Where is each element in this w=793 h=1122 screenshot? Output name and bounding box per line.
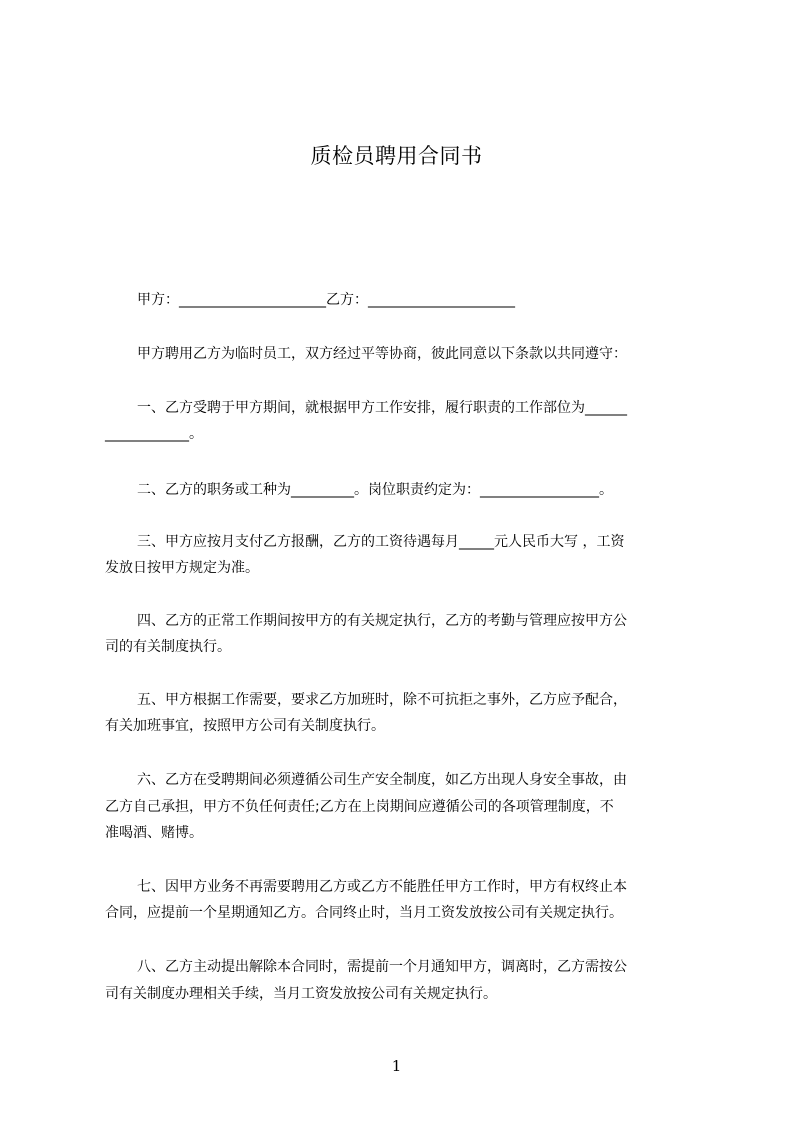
clause-4-line-1: 四、乙方的正常工作期间按甲方的有关规定执行，乙方的考勤与管理应按甲方公 [137,613,627,629]
clause-6-line-1: 六、乙方在受聘期间必须遵循公司生产安全制度，如乙方出现人身安全事故，由 [137,772,627,788]
clause-8-line-1: 八、乙方主动提出解除本合同时，需提前一个月通知甲方，调离时，乙方需按公 [137,959,627,975]
intro-paragraph: 甲方聘用乙方为临时员工，双方经过平等协商，彼此同意以下条款以共同遵守： [137,346,627,362]
clause-1-line-1: 一、乙方受聘于甲方期间，就根据甲方工作安排，履行职责的工作部位为______ [137,400,627,416]
clause-6-line-3: 准喝酒、赌博。 [105,825,203,841]
clause-3-line-2: 发放日按甲方规定为准。 [105,560,259,576]
page-number: 1 [391,1057,402,1075]
document-title: 质检员聘用合同书 [310,144,483,168]
parties-line: 甲方：_____________________乙方：_____________________ [137,292,515,308]
clause-7-line-1: 七、因甲方业务不再需要聘用乙方或乙方不能胜任甲方工作时，甲方有权终止本 [137,879,627,895]
clause-5-line-1: 五、甲方根据工作需要，要求乙方加班时，除不可抗拒之事外，乙方应予配合， [137,692,627,708]
clause-4-line-2: 司的有关制度执行。 [105,639,231,655]
clause-2-line-1: 二、乙方的职务或工种为_________。岗位职责约定为：_________________。 [137,482,613,498]
clause-5-line-2: 有关加班事宜，按照甲方公司有关制度执行。 [105,718,385,734]
clause-1-line-2: ____________。 [105,426,203,442]
clause-8-line-2: 司有关制度办理相关手续，当月工资发放按公司有关规定执行。 [105,986,497,1002]
clause-7-line-2: 合同，应提前一个星期通知乙方。合同终止时，当月工资发放按公司有关规定执行。 [105,905,623,921]
clause-3-line-1: 三、甲方应按月支付乙方报酬，乙方的工资待遇每月_____元人民币大写 ，工资 [137,534,625,550]
clause-6-line-2: 乙方自己承担，甲方不负任何责任;乙方在上岗期间应遵循公司的各项管理制度，不 [105,799,614,815]
